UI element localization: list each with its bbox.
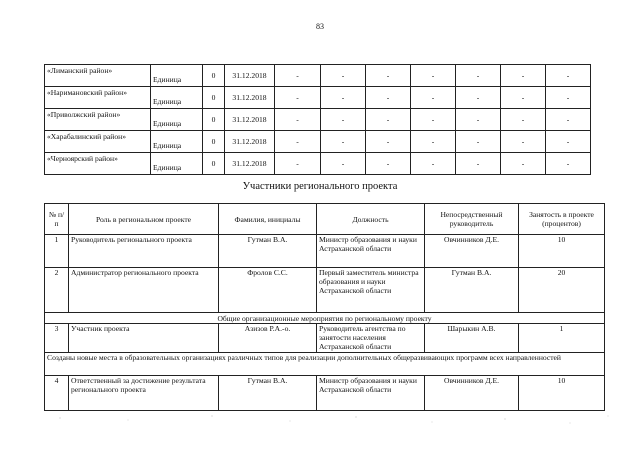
indicator-row [45, 131, 591, 153]
indicator-base-date: 31.12.2018 [225, 109, 275, 131]
indicator-value-cell: - [321, 65, 366, 87]
indicator-base-date: 31.12.2018 [225, 131, 275, 153]
section-title: Участники регионального проекта [242, 181, 398, 192]
row-load: 20 [519, 268, 605, 313]
indicator-value-cell: - [366, 65, 411, 87]
indicator-value-cell: - [411, 131, 456, 153]
indicator-row [45, 87, 591, 109]
row-role: Ответственный за достижение результата регионального проекта [69, 376, 219, 411]
indicator-base-value: 0 [203, 153, 225, 175]
header-supervisor: Непосредственный руководитель [425, 204, 519, 235]
indicator-unit: Единица [151, 109, 203, 131]
row-position: Министр образования и науки Астраханской области [317, 376, 425, 411]
indicator-value-cell: - [456, 109, 501, 131]
table-row [45, 235, 605, 268]
indicator-district-name: «Харабалинский район» [45, 131, 151, 153]
page-number: 83 [316, 22, 324, 31]
row-num: 2 [45, 268, 69, 313]
row-supervisor: Овчинников Д.Е. [425, 376, 519, 411]
indicator-unit: Единица [151, 131, 203, 153]
indicator-base-value: 0 [203, 65, 225, 87]
section-row-created [45, 353, 605, 376]
indicator-value-cell: - [411, 65, 456, 87]
row-fio: Азизов Р.А.-о. [219, 324, 317, 353]
indicator-value-cell: - [546, 109, 591, 131]
indicator-value-cell: - [501, 109, 546, 131]
indicator-value-cell: - [321, 153, 366, 175]
indicator-value-cell: - [411, 109, 456, 131]
indicator-value-cell: - [321, 87, 366, 109]
section-general-label: Общие организационные мероприятия по региональному проекту [45, 313, 605, 324]
indicator-value-cell: - [501, 87, 546, 109]
indicator-value-cell: - [501, 65, 546, 87]
indicator-row [45, 153, 591, 175]
indicator-value-cell: - [501, 131, 546, 153]
row-num: 3 [45, 324, 69, 353]
indicator-value-cell: - [546, 131, 591, 153]
indicator-base-date: 31.12.2018 [225, 65, 275, 87]
indicator-value-cell: - [275, 131, 321, 153]
indicator-value-cell: - [546, 153, 591, 175]
header-position: Должность [317, 204, 425, 235]
header-fio: Фамилия, инициалы [219, 204, 317, 235]
indicator-value-cell: - [501, 153, 546, 175]
indicator-value-cell: - [366, 131, 411, 153]
header-num: № п/п [45, 204, 69, 235]
row-fio: Гутман В.А. [219, 235, 317, 268]
indicator-base-date: 31.12.2018 [225, 87, 275, 109]
indicator-value-cell: - [546, 65, 591, 87]
indicator-value-cell: - [366, 109, 411, 131]
row-load: 10 [519, 235, 605, 268]
participants-table [44, 203, 605, 411]
row-supervisor: Шарыкин А.В. [425, 324, 519, 353]
participants-header-row [45, 204, 605, 235]
indicator-district-name: «Черноярский район» [45, 153, 151, 175]
indicator-unit: Единица [151, 153, 203, 175]
indicator-value-cell: - [411, 87, 456, 109]
row-fio: Фролов С.С. [219, 268, 317, 313]
row-num: 4 [45, 376, 69, 411]
row-load: 10 [519, 376, 605, 411]
indicator-base-value: 0 [203, 109, 225, 131]
row-load: 1 [519, 324, 605, 353]
indicator-value-cell: - [275, 153, 321, 175]
indicator-district-name: «Приволжский район» [45, 109, 151, 131]
indicator-base-value: 0 [203, 87, 225, 109]
row-supervisor: Овчинников Д.Е. [425, 235, 519, 268]
row-role: Администратор регионального проекта [69, 268, 219, 313]
row-position: Первый заместитель министра образования и науки Астраханской области [317, 268, 425, 313]
indicator-value-cell: - [456, 131, 501, 153]
indicator-value-cell: - [321, 109, 366, 131]
indicator-unit: Единица [151, 87, 203, 109]
indicator-value-cell: - [366, 153, 411, 175]
indicator-district-name: «Наримановский район» [45, 87, 151, 109]
row-role: Участник проекта [69, 324, 219, 353]
section-row-general [45, 313, 605, 324]
indicator-value-cell: - [546, 87, 591, 109]
indicator-value-cell: - [411, 153, 456, 175]
indicator-value-cell: - [456, 87, 501, 109]
indicator-district-name: «Лиманский район» [45, 65, 151, 87]
row-num: 1 [45, 235, 69, 268]
table-row [45, 376, 605, 411]
row-supervisor: Гутман В.А. [425, 268, 519, 313]
indicator-value-cell: - [456, 65, 501, 87]
indicator-base-date: 31.12.2018 [225, 153, 275, 175]
header-role: Роль в региональном проекте [69, 204, 219, 235]
indicator-base-value: 0 [203, 131, 225, 153]
indicator-unit: Единица [151, 65, 203, 87]
indicator-value-cell: - [321, 131, 366, 153]
row-fio: Гутман В.А. [219, 376, 317, 411]
row-position: Министр образования и науки Астраханской области [317, 235, 425, 268]
table-row [45, 268, 605, 313]
indicator-value-cell: - [275, 109, 321, 131]
header-load: Занятость в проекте (процентов) [519, 204, 605, 235]
row-role: Руководитель регионального проекта [69, 235, 219, 268]
indicator-value-cell: - [275, 65, 321, 87]
indicator-value-cell: - [366, 87, 411, 109]
section-created-label: Созданы новые места в образовательных организациях различных типов для реализации дополнительных общеразвивающих программ всех направленностей [45, 353, 605, 376]
table-row [45, 324, 605, 353]
indicator-value-cell: - [275, 87, 321, 109]
indicator-row [45, 65, 591, 87]
indicator-value-cell: - [456, 153, 501, 175]
indicator-row [45, 109, 591, 131]
indicators-table [44, 64, 591, 175]
row-position: Руководитель агентства по занятости населения Астраханской области [317, 324, 425, 353]
